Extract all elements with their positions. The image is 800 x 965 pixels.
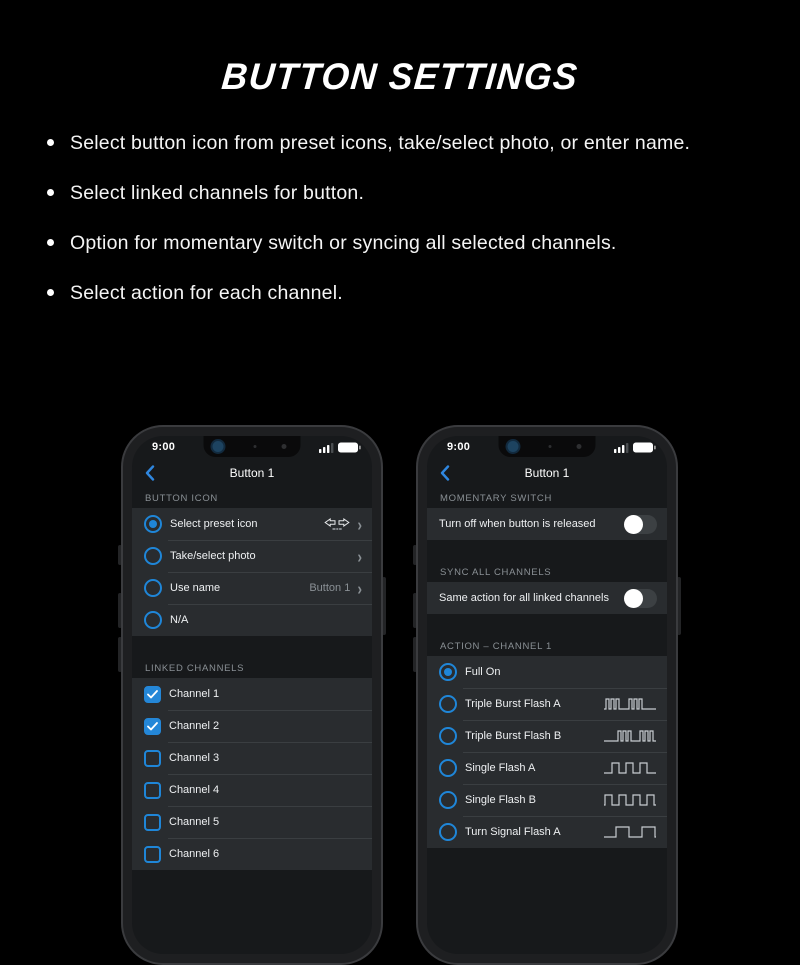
bullet-item	[47, 231, 770, 255]
row-label: Turn Signal Flash A	[465, 826, 561, 838]
row-triple-burst-flash-b[interactable]	[427, 720, 667, 752]
row-same-action-for-all-linked-channels[interactable]	[427, 582, 667, 614]
row-triple-burst-flash-a[interactable]	[427, 688, 667, 720]
row-right-accessories	[324, 514, 362, 534]
row-select-preset-icon[interactable]	[132, 508, 372, 540]
checkbox-unchecked[interactable]	[144, 782, 161, 799]
sensor-dot	[577, 444, 582, 449]
single-flash-b-waveform-icon	[603, 792, 657, 808]
toggle-knob	[624, 589, 643, 608]
nav-title: Button 1	[524, 466, 570, 480]
radio-unselected[interactable]	[144, 547, 162, 565]
row-label: Take/select photo	[170, 550, 256, 562]
sensor-dot	[282, 444, 287, 449]
row-channel-3[interactable]	[132, 742, 372, 774]
notch	[499, 436, 596, 457]
row-label: Turn off when button is released	[439, 518, 596, 530]
turn-signal-a-waveform-icon	[603, 824, 657, 840]
row-turn-off-when-button-is-released[interactable]	[427, 508, 667, 540]
row-label: Triple Burst Flash B	[465, 730, 562, 742]
bullet-text: Select action for each channel.	[70, 282, 343, 304]
settings-group	[427, 508, 667, 540]
radio-selected[interactable]	[439, 663, 457, 681]
radio-unselected[interactable]	[439, 695, 457, 713]
row-right-accessories	[624, 589, 657, 608]
radio-selected[interactable]	[144, 515, 162, 533]
row-right-accessories	[624, 515, 657, 534]
row-label: Channel 5	[169, 816, 220, 828]
row-take-select-photo[interactable]	[132, 540, 372, 572]
sensor-dot	[254, 445, 257, 448]
row-right-accessories	[603, 696, 657, 712]
row-full-on[interactable]	[427, 656, 667, 688]
status-bar	[427, 436, 667, 460]
phone-mockup-right	[416, 425, 678, 965]
bullet-item	[47, 181, 770, 205]
camera-icon	[506, 439, 521, 454]
bullet-list	[47, 131, 770, 305]
page-title: BUTTON SETTINGS	[220, 56, 581, 97]
section-label-momentary-switch: MOMENTARY SWITCH	[440, 493, 553, 504]
settings-group	[132, 508, 372, 636]
row-channel-6[interactable]	[132, 838, 372, 870]
row-label: Use name	[170, 582, 221, 594]
row-channel-1[interactable]	[132, 678, 372, 710]
chevron-right-icon: ›	[357, 578, 362, 598]
settings-group	[132, 678, 372, 870]
row-channel-4[interactable]	[132, 774, 372, 806]
row-single-flash-b[interactable]	[427, 784, 667, 816]
bullet-dot-icon	[47, 189, 54, 196]
bullet-dot-icon	[47, 289, 54, 296]
row-label: Channel 3	[169, 752, 220, 764]
section-label-sync-all-channels: SYNC ALL CHANNELS	[440, 567, 552, 578]
checkmark-icon	[147, 722, 158, 731]
settings-group	[427, 582, 667, 614]
radio-unselected[interactable]	[144, 611, 162, 629]
bullet-dot-icon	[47, 239, 54, 246]
bullet-text: Option for momentary switch or syncing all selected channels.	[70, 232, 617, 254]
row-label: Full On	[465, 666, 501, 678]
camera-icon	[211, 439, 226, 454]
chevron-right-icon: ›	[357, 514, 362, 534]
row-label: Channel 2	[169, 720, 220, 732]
row-right-accessories	[603, 760, 657, 776]
section-label-button-icon: BUTTON ICON	[145, 493, 218, 504]
triple-burst-b-waveform-icon	[603, 728, 657, 744]
checkbox-unchecked[interactable]	[144, 814, 161, 831]
row-n-a[interactable]	[132, 604, 372, 636]
nav-bar	[132, 460, 372, 488]
row-right-accessories	[357, 546, 362, 566]
signal-icon	[319, 442, 334, 453]
turn-signal-arrows-icon	[324, 517, 350, 531]
section-label-linked-channels: LINKED CHANNELS	[145, 663, 245, 674]
row-right-accessories	[603, 792, 657, 808]
phone-mockup-left	[121, 425, 383, 965]
bullet-item	[47, 131, 770, 155]
row-right-accessories	[309, 578, 362, 598]
sensor-dot	[549, 445, 552, 448]
checkbox-unchecked[interactable]	[144, 750, 161, 767]
chevron-right-icon: ›	[357, 546, 362, 566]
row-turn-signal-flash-a[interactable]	[427, 816, 667, 848]
status-bar	[132, 436, 372, 460]
radio-unselected[interactable]	[144, 579, 162, 597]
nav-title: Button 1	[229, 466, 275, 480]
back-button[interactable]	[440, 465, 450, 481]
section-label-action-channel-1: ACTION – CHANNEL 1	[440, 641, 553, 652]
toggle-off[interactable]	[624, 589, 657, 608]
radio-unselected[interactable]	[439, 791, 457, 809]
row-single-flash-a[interactable]	[427, 752, 667, 784]
checkbox-unchecked[interactable]	[144, 846, 161, 863]
bullet-text: Select linked channels for button.	[70, 182, 365, 204]
battery-icon	[338, 442, 361, 453]
radio-unselected[interactable]	[439, 823, 457, 841]
toggle-off[interactable]	[624, 515, 657, 534]
row-label: Channel 6	[169, 848, 220, 860]
row-channel-5[interactable]	[132, 806, 372, 838]
row-label: Channel 1	[169, 688, 220, 700]
checkmark-icon	[147, 690, 158, 699]
triple-burst-a-waveform-icon	[603, 696, 657, 712]
row-use-name[interactable]	[132, 572, 372, 604]
row-label: Single Flash A	[465, 762, 536, 774]
signal-icon	[614, 442, 629, 453]
phone-frame	[121, 425, 383, 965]
row-label: Same action for all linked channels	[439, 592, 609, 604]
nav-bar	[427, 460, 667, 488]
phone-screen	[427, 436, 667, 954]
row-label: Triple Burst Flash A	[465, 698, 561, 710]
phone-frame	[416, 425, 678, 965]
battery-icon	[633, 442, 656, 453]
radio-unselected[interactable]	[439, 759, 457, 777]
phone-screen	[132, 436, 372, 954]
row-right-accessories	[603, 824, 657, 840]
row-label: N/A	[170, 614, 189, 626]
radio-unselected[interactable]	[439, 727, 457, 745]
checkbox-checked[interactable]	[144, 718, 161, 735]
row-value: Button 1	[309, 582, 351, 594]
row-label: Single Flash B	[465, 794, 536, 806]
checkbox-checked[interactable]	[144, 686, 161, 703]
row-right-accessories	[603, 728, 657, 744]
status-time: 9:00	[447, 441, 471, 453]
status-time: 9:00	[152, 441, 176, 453]
single-flash-a-waveform-icon	[603, 760, 657, 776]
row-channel-2[interactable]	[132, 710, 372, 742]
back-button[interactable]	[145, 465, 155, 481]
row-label: Channel 4	[169, 784, 220, 796]
bullet-item	[47, 281, 770, 305]
bullet-dot-icon	[47, 139, 54, 146]
bullet-text: Select button icon from preset icons, take/select photo, or enter name.	[70, 132, 691, 154]
notch	[204, 436, 301, 457]
settings-group	[427, 656, 667, 848]
row-label: Select preset icon	[170, 518, 258, 530]
toggle-knob	[624, 515, 643, 534]
